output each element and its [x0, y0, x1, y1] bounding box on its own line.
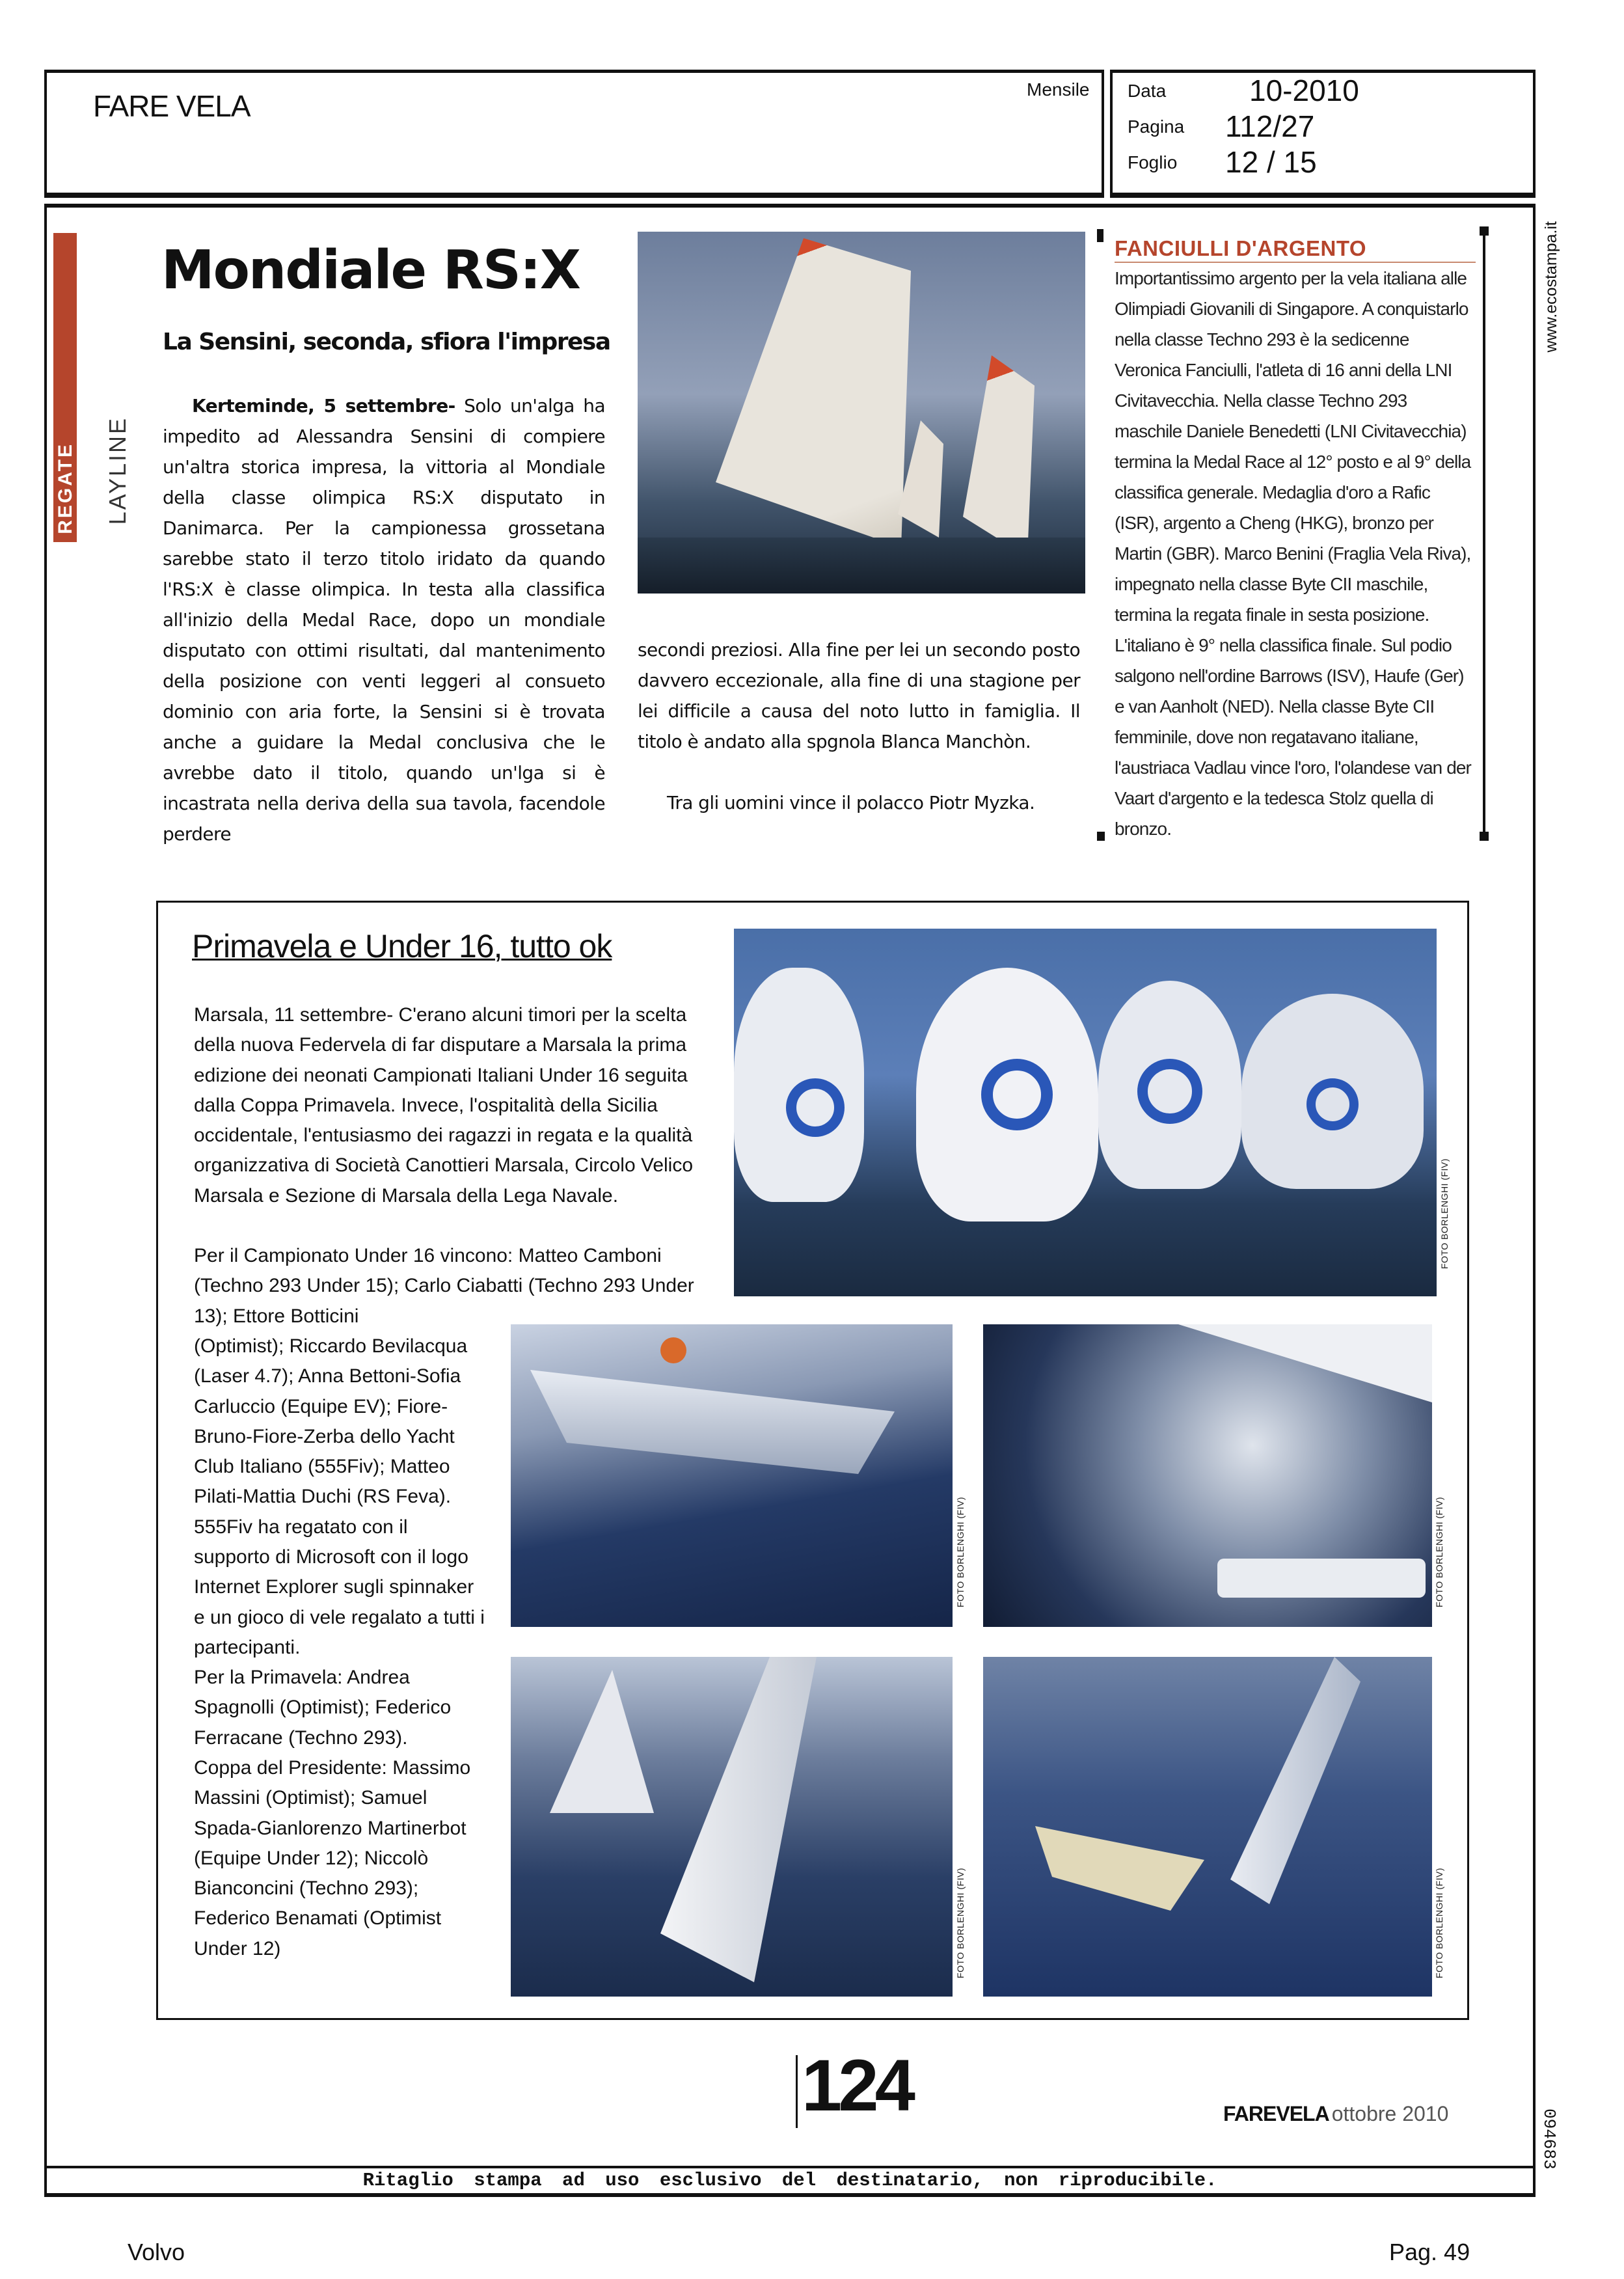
publication-name: FARE VELA — [93, 89, 250, 123]
article-dateline: Kerteminde, 5 settembre- — [192, 395, 455, 416]
sidebar-body: Importantissimo argento per la vela italiana alle Olimpiadi Giovanili di Singapore. A conquistarlo nella classe Techno 293 è la sedicenne Veronica Fanciulli, l'atleta di 16 anni della LNI Civitavecchia. Nella classe Techno 293 maschile Daniele Benedetti (LNI Civitavecchia) termina la Medal Race al 12° posto e al 9° della classifica generale. Medaglia d'oro a Rafic (ISR), argento a Cheng (HKG), bronzo per Martin (GBR). Marco Benini (Fraglia Vela Riva), impegnato nella classe Byte CII maschile, termina la regata finale in sesta posizione. L'italiano è 9° nella classifica finale. Sul podio salgono nell'ordine Barrows (ISV), Haufe (Ger) e van Aanholt (NED). Nella classe Byte CII femminile, dove non regatavano italiane, l'austriaca Vadlau vince l'oro, l'olandese van der Vaart d'argento e la tedesca Stolz quella di bronzo. — [1115, 268, 1471, 839]
sea — [638, 538, 1085, 594]
ie-logo-icon — [1306, 1078, 1359, 1130]
disclaimer-divider — [44, 2166, 1536, 2168]
hull-shape — [1217, 1559, 1426, 1598]
photo-credit: FOTO BORLENGHI (FIV) — [955, 1497, 966, 1607]
optimist-sailor-photo — [983, 1657, 1432, 1997]
sidebar-rule-top — [1097, 229, 1103, 242]
hull-shape — [530, 1370, 895, 1474]
page-number-rule — [796, 2055, 798, 2128]
sailor — [660, 1337, 686, 1363]
ie-logo-icon — [981, 1059, 1053, 1130]
sidebar-rule-cap — [1097, 832, 1105, 841]
sidebar-title: FANCIULLI D'ARGENTO — [1115, 236, 1367, 260]
ie-logo-icon — [786, 1078, 845, 1137]
frequency: Mensile — [1027, 79, 1090, 100]
page-label: Pagina — [1128, 116, 1185, 137]
sail-shape — [963, 355, 1035, 557]
dinghy-crew-photo — [511, 1324, 953, 1627]
article-body-col2-last: Tra gli uomini vince il polacco Piotr Myzka. — [667, 792, 1035, 813]
sheet-label: Foglio — [1128, 152, 1178, 172]
sidebar-vertical-rule — [1483, 228, 1485, 836]
sail-shape — [1178, 1324, 1432, 1402]
article-body-text: Solo un'alga ha impedito ad Alessandra Sensini di compiere un'altra storica impresa, la vittoria al Mondiale della classe olimpica RS:X disputato in Danimarca. Per la campionessa grossetana sarebbe stato il terzo titolo iridato da quando l'RS:X è classe olimpica. In testa alla classifica all'inizio della Medal Race, dopo un mondiale disputato con ottimi risultati, dal mantenimento della posizione con venti leggeri al consueto dominio con aria forte, la Sensini si è trovata anche a guidare la Medal conclusiva che le avrebbe dato il titolo, quando un'lga si è incastrata nella deriva della sua tavola, facendole perdere — [163, 395, 605, 845]
sidebar-rule-cap — [1480, 226, 1489, 236]
ecostampa-url: www.ecostampa.it — [1542, 221, 1560, 353]
article-title: Mondiale RS:X — [161, 239, 580, 301]
sidebar-rule-cap — [1480, 832, 1489, 841]
sail-shape — [550, 1670, 654, 1813]
sheet-value: 12 / 15 — [1225, 145, 1317, 179]
sail-shape — [1230, 1657, 1360, 1904]
spinnaker-fleet-photo — [734, 929, 1437, 1296]
crew-boat-photo — [511, 1657, 953, 1997]
article2-paragraph: Per la Primavela: Andrea Spagnolli (Optimist); Federico Ferracane (Techno 293). — [194, 1667, 452, 1749]
article2-title: Primavela e Under 16, tutto ok — [192, 928, 612, 964]
magazine-name: FAREVELA — [1223, 2102, 1329, 2125]
photo-credit: FOTO BORLENGHI (FIV) — [1439, 1158, 1450, 1269]
ie-logo-icon — [1137, 1059, 1202, 1124]
article2-paragraph: Coppa del Presidente: Massimo Massini (Optimist); Samuel Spada-Gianlorenzo Martinerbot (Equipe Under 12); Niccolò Bianconcini (Techno 293); Federico Benamati (Optimist Under 12) — [194, 1757, 471, 1959]
client-name: Volvo — [128, 2239, 185, 2265]
article2-paragraph: (Optimist); Riccardo Bevilacqua (Laser 4.7); Anna Bettoni-Sofia Carluccio (Equipe EV); Fiore-Bruno-Fiore-Zerba dello Yacht Club Italiano (555Fiv); Matteo Pilati-Mattia Duchi (RS Feva). 555Fiv ha regatato con il supporto di Microsoft con il logo Internet Explorer sugli spinnaker e un gioco di vele regalato a tutti i partecipanti. — [194, 1335, 485, 1658]
windsurf-photo — [638, 232, 1085, 594]
section-sublabel: LAYLINE — [104, 416, 131, 525]
sail-shape — [660, 1657, 817, 1982]
magazine-page-number: 124 — [802, 2045, 912, 2126]
laser-splash-photo — [983, 1324, 1432, 1627]
clipping-page: Pag. 49 — [1389, 2239, 1470, 2265]
photo-credit: FOTO BORLENGHI (FIV) — [1434, 1497, 1444, 1607]
sail-shape — [716, 238, 911, 564]
issue-date: ottobre 2010 — [1331, 2102, 1449, 2125]
magazine-issue — [1223, 2102, 1448, 2126]
article-body-col1 — [163, 390, 605, 849]
photo-credit: FOTO BORLENGHI (FIV) — [955, 1868, 966, 1978]
article2-paragraph: Marsala, 11 settembre- C'erano alcuni timori per la scelta della nuova Federvela di far disputare a Marsala la prima edizione dei neonati Campionati Italiani Under 16 seguita dalla Coppa Primavela. Invece, l'ospitalità della Sicilia occidentale, l'entusiasmo dei ragazzi in regata e la qualità organizzativa di Società Canottieri Marsala, Circolo Velico Marsala e Sezione di Marsala della Lega Navale. — [194, 1004, 694, 1207]
document-code: 094683 — [1539, 2108, 1559, 2170]
page-value: 112/27 — [1225, 109, 1315, 143]
date-value: 10-2010 — [1249, 74, 1359, 107]
article-body-col2: secondi preziosi. Alla fine per lei un secondo posto davvero eccezionale, alla fine di una stagione per lei difficile a causa del noto lutto in famiglia. Il titolo è andato alla spgnola Blanca Manchòn. — [638, 639, 1080, 752]
article-subtitle: La Sensini, seconda, sfiora l'impresa — [163, 329, 610, 355]
date-label: Data — [1128, 81, 1167, 101]
photo-credit: FOTO BORLENGHI (FIV) — [1434, 1868, 1444, 1978]
disclaimer: Ritaglio stampa ad uso esclusivo del destinatario, non riproducibile. — [362, 2170, 1217, 2191]
article2-paragraph: Per il Campionato Under 16 vincono: Matteo Camboni (Techno 293 Under 15); Carlo Ciabatti (Techno 293 Under 13); Ettore Botticini — [194, 1245, 694, 1327]
section-label: REGATE — [55, 443, 76, 534]
hull-shape — [1035, 1826, 1204, 1911]
